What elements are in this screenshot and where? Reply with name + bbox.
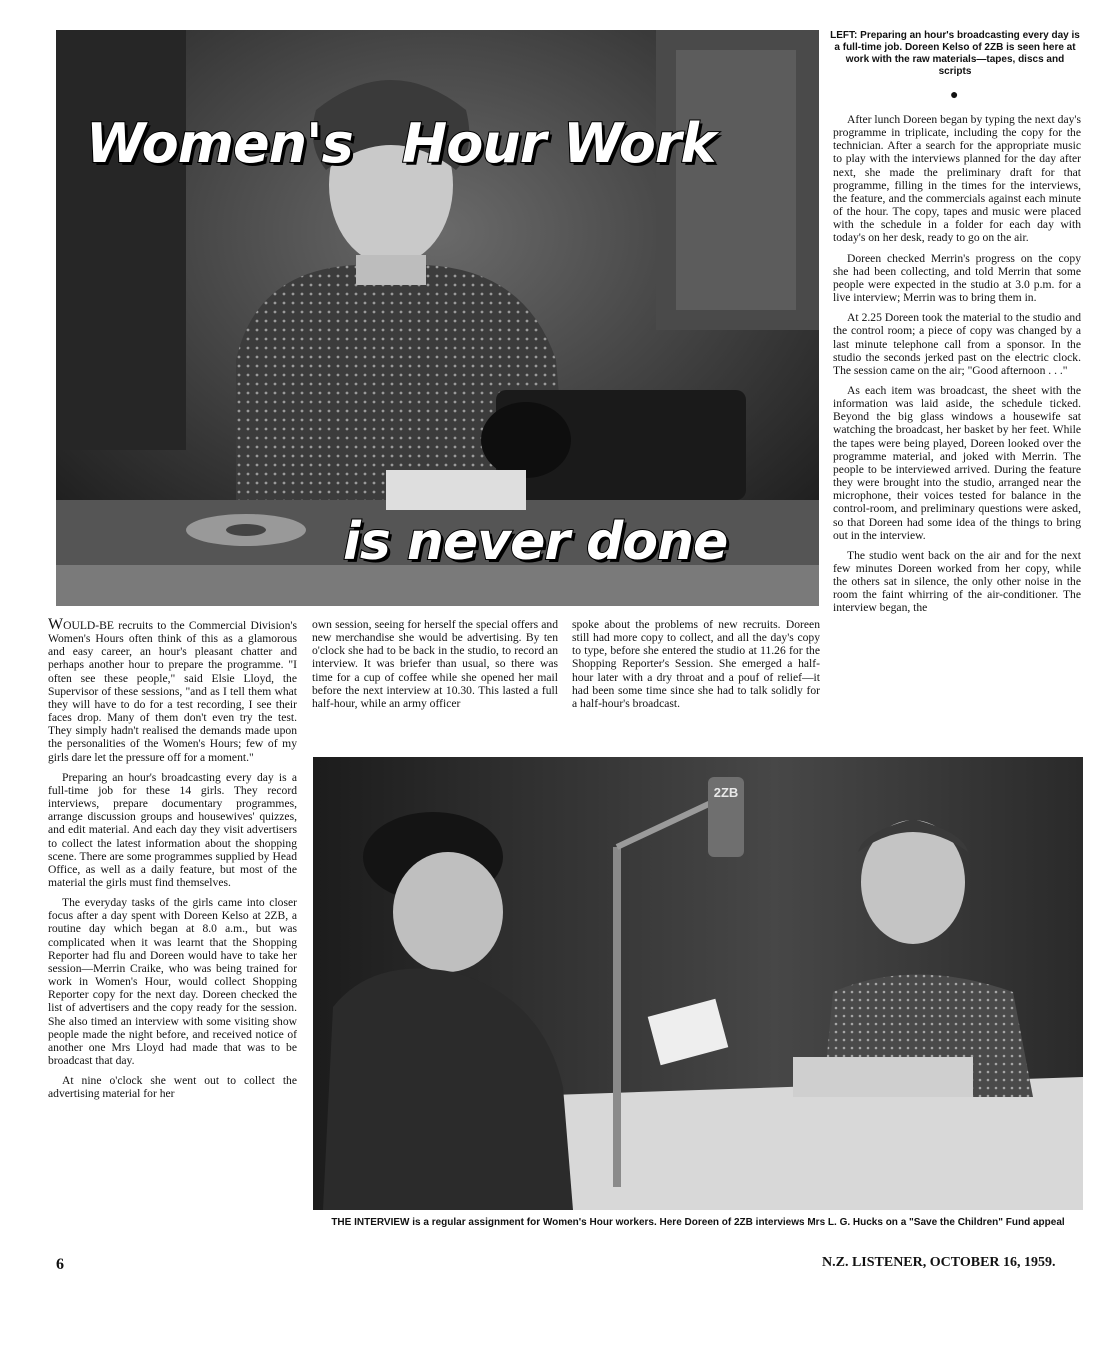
- col4-paragraph-1: After lunch Doreen began by typing the next day's programme in triplicate, including the copy for the technician. After a search for the appropriate music to play with the interviews planned for the day after next, she made the preliminary draft for that programme, filling in the times for the interviews, the feature, and the commercials against each minute of the hour. The copy, tapes and music were placed with the schedule in a folder for each day with today's on her desk, ready to go on the air.: [833, 113, 1081, 245]
- col1-paragraph-3: The everyday tasks of the girls came into closer focus after a day spent with Doreen Kelso at 2ZB, a routine day which began at 8.0 a.m., but was complicated when it was learnt that the Shopping Reporter had flu and Doreen would have to take her session—Merrin Craike, who was being trained for work in Women's Hour, would collect Shopping Reporter copy for the next day. Doreen checked the list of advertisers and the copy ready for the session. She also timed an interview with some visiting show people made the night before, and received notice of another one Mrs Lloyd had made that was to be broadcast that day.: [48, 896, 297, 1067]
- col1-paragraph-1-text: OULD-BE recruits to the Commercial Division's Women's Hours often think of this as a glamorous and easy career, an hour's pleasant chatter and perhaps another hour to prepare the programme. "I often see these people," said Elsie Lloyd, the Supervisor of these sessions, "and as I tell them what they will have to do for a test recording, I see their faces drop. Many of them don't even try the test. They simply hadn't realised the demands made upon the personalities of the Women's Hours; few of my girls dare let the pressure off for a moment.": [48, 619, 297, 764]
- caption-text: Preparing an hour's broadcasting every day is a full-time job. Doreen Kelso of 2ZB is seen here at work with the raw materials—tapes, discs and scripts: [834, 30, 1080, 77]
- col3-paragraph: spoke about the problems of new recruits. Doreen still had more copy to collect, and all the day's copy to type, before she entered the studio at 11.26 for the Shopping Reporter's Session. She emerged a half-hour later with a dry throat and a pouf of relief—it had been some time since she had to talk solidly for a half-hour's broadcast.: [572, 618, 820, 710]
- col1-paragraph-2: Preparing an hour's broadcasting every day is a full-time job for these 14 girls. They record interviews, prepare documentary programmes, arrange discussion groups and housewives' quizzes, and edit material. And each day they visit advertisers to collect the latest information about the shopping scene. There are some programmes supplied by Head Office, as well as a daily feature, but most of the material the girls must find themselves.: [48, 770, 297, 889]
- article-column-3: [572, 618, 820, 717]
- bullet-separator: ●: [950, 88, 959, 103]
- col1-paragraph-1: [48, 618, 297, 764]
- headline-part-1: Women's: [86, 112, 353, 175]
- bottom-photo: [313, 757, 1083, 1210]
- footer-publication: [822, 1255, 1056, 1271]
- col4-paragraph-3: At 2.25 Doreen took the material to the studio and the control room; a piece of copy was changed by a last minute telephone call from a sponsor. In the studio the seconds jerked past on the electric clock. The session came on the air; "Good afternoon . . .": [833, 311, 1081, 377]
- col1-paragraph-4: At nine o'clock she went out to collect the advertising material for her: [48, 1074, 297, 1101]
- col4-paragraph-5: The studio went back on the air and for the next few minutes Doreen worked from her copy, while the others sat in silence, the only other noise in the room the faint whirring of the air-conditioner. The interview began, the: [833, 548, 1081, 615]
- bottom-caption-lead: THE INTERVIEW: [331, 1217, 410, 1228]
- page-number: 6: [56, 1256, 64, 1273]
- bottom-photo-caption: [313, 1217, 1083, 1229]
- microphone-label: 2ZB: [713, 785, 739, 800]
- headline-part-2: Hour Work: [402, 112, 716, 175]
- caption-lead: LEFT:: [830, 30, 858, 41]
- article-column-2: [312, 618, 558, 717]
- article-column-4: [833, 113, 1081, 622]
- drop-cap: W: [48, 616, 64, 633]
- col4-paragraph-4: As each item was broadcast, the sheet with the information was laid aside, the schedule ticked. Beyond the big glass windows a housewife sat watching the broadcast, her basket by her feet. While the tapes were being played, Doreen looked over the programme material, and joked with Merrin. The people to be interviewed arrived. During the feature they were brought into the studio, arranged near the microphone, their voices tested for balance in the control-room, and preliminary questions were asked, so that Doreen had some idea of the things to bring out in the interview.: [833, 383, 1081, 542]
- col2-paragraph: own session, seeing for herself the special offers and new merchandise she would be advertising. By ten o'clock she had to be back in the studio, to record an interview. It was briefer than usual, so there was time for a cup of coffee while she opened her mail before the next interview at 10.30. This lasted a full half-hour, while an army officer: [312, 618, 558, 710]
- col4-paragraph-2: Doreen checked Merrin's progress on the copy she had been collecting, and told Merrin that some people were expected in the studio at 3.0 p.m. for a live interview; Merrin was to bring them in.: [833, 251, 1081, 305]
- footer-publication-name: N.Z. LISTENER,: [822, 1255, 927, 1270]
- article-column-1: [48, 618, 297, 1107]
- top-photo-caption: [830, 30, 1080, 78]
- headline-part-3: is never done: [343, 512, 728, 572]
- bottom-caption-text: is a regular assignment for Women's Hour workers. Here Doreen of 2ZB interviews Mrs L. G. Hucks on a "Save the Children" Fund appeal: [412, 1217, 1065, 1228]
- footer-date: OCTOBER 16, 1959.: [929, 1255, 1056, 1270]
